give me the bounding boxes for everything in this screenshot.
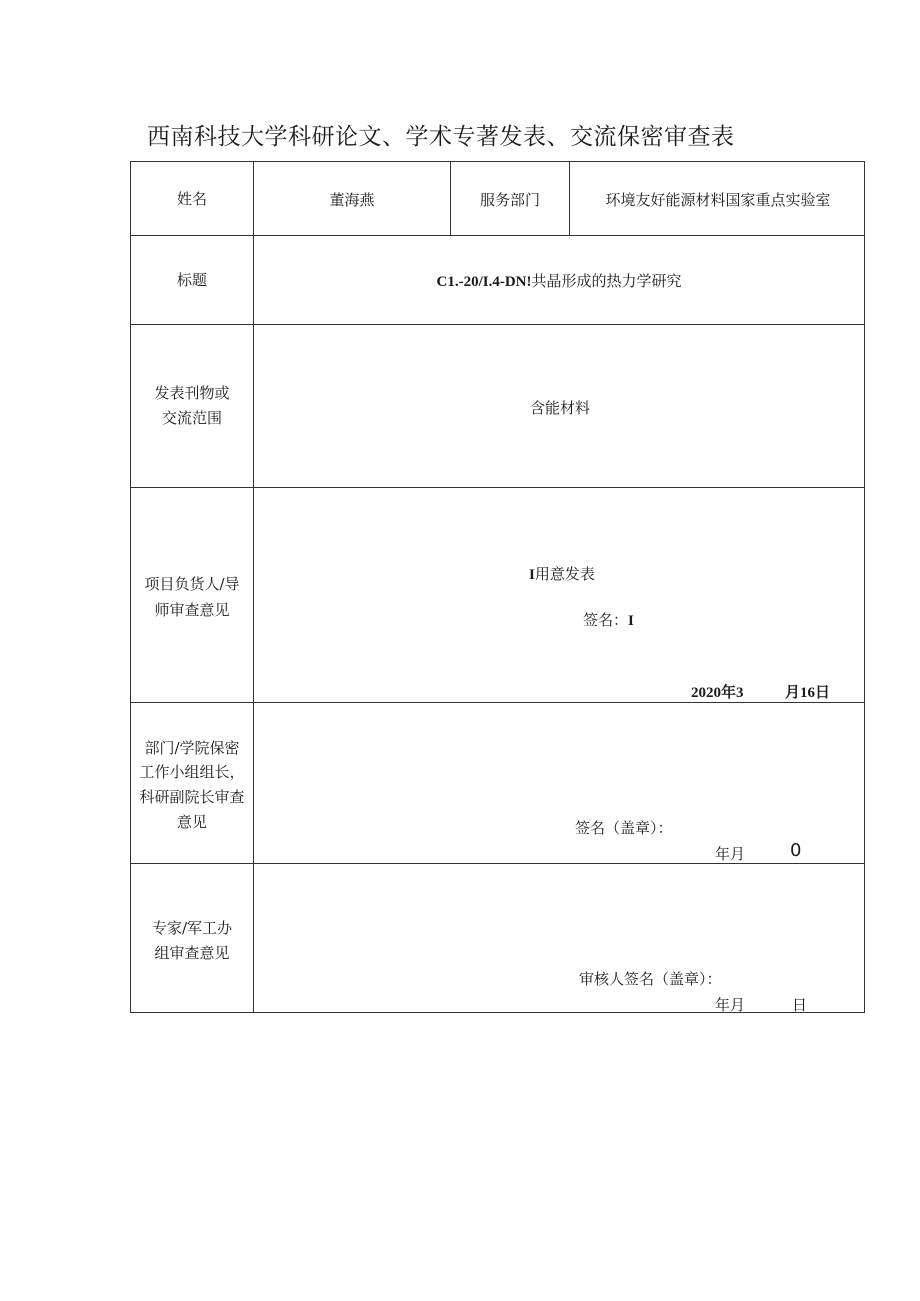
expert-date-day: 日: [792, 996, 808, 1014]
column-divider: [450, 162, 451, 235]
journal-label-line1: 发表刊物或: [154, 384, 230, 402]
supervisor-opinion-text: 用意发表: [534, 565, 595, 583]
dept-review-label-line3: 科研副院长审查: [139, 788, 245, 806]
expert-label-line1: 专家/军工办: [151, 919, 233, 937]
row-divider: [131, 487, 864, 488]
review-form-table: [130, 161, 865, 1013]
department-label: 服务部门: [479, 191, 541, 209]
dept-review-label-line1: 部门/学院保密: [144, 739, 240, 757]
name-label: 姓名: [176, 190, 207, 208]
department-value: 环境友好能源材料国家重点实验室: [605, 191, 831, 209]
name-value: 董海燕: [329, 191, 375, 209]
row-divider: [131, 235, 864, 236]
supervisor-date-md-text: 月16日: [785, 685, 831, 701]
dept-review-date-ym: 年月: [715, 845, 746, 863]
supervisor-date-monthday: [785, 681, 830, 702]
supervisor-label-line2: 师审查意见: [154, 601, 230, 619]
column-divider: [253, 162, 254, 1012]
document-title: 西南科技大学科研论文、学术专著发表、交流保密审查表: [147, 124, 735, 150]
title-value: [436, 270, 681, 291]
supervisor-opinion-mark: I: [529, 567, 535, 583]
expert-label-line2: 组审查意见: [154, 944, 230, 962]
title-label: 标题: [176, 271, 207, 289]
journal-label-line2: 交流范围: [161, 409, 222, 427]
row-divider: [131, 324, 864, 325]
supervisor-date-year: [691, 681, 744, 702]
supervisor-label-line1: 项目负货人/导: [144, 575, 240, 593]
row-divider: [131, 863, 864, 864]
dept-review-label-line2: 工作小组组长，: [139, 763, 245, 781]
supervisor-sign-value: I: [628, 613, 634, 629]
supervisor-sign-label: 签名：: [583, 611, 629, 629]
column-divider: [569, 162, 570, 235]
supervisor-opinion: [529, 563, 595, 584]
title-text: 共晶形成的热力学研究: [531, 272, 682, 290]
row-divider: [131, 702, 864, 703]
dept-review-date-day: 0: [790, 840, 802, 861]
expert-signature: 审核人签名（盖章）：: [579, 970, 722, 988]
dept-review-signature: 签名（盖章）：: [575, 819, 673, 837]
supervisor-date-year-text: 2020年3: [691, 685, 744, 701]
dept-review-label-line4: 意见: [176, 813, 207, 831]
expert-date-ym: 年月: [715, 996, 746, 1014]
journal-value: 含能材料: [529, 399, 591, 417]
title-formula: C1.-20/I.4-DN!: [436, 274, 532, 290]
supervisor-signature: [583, 609, 634, 630]
